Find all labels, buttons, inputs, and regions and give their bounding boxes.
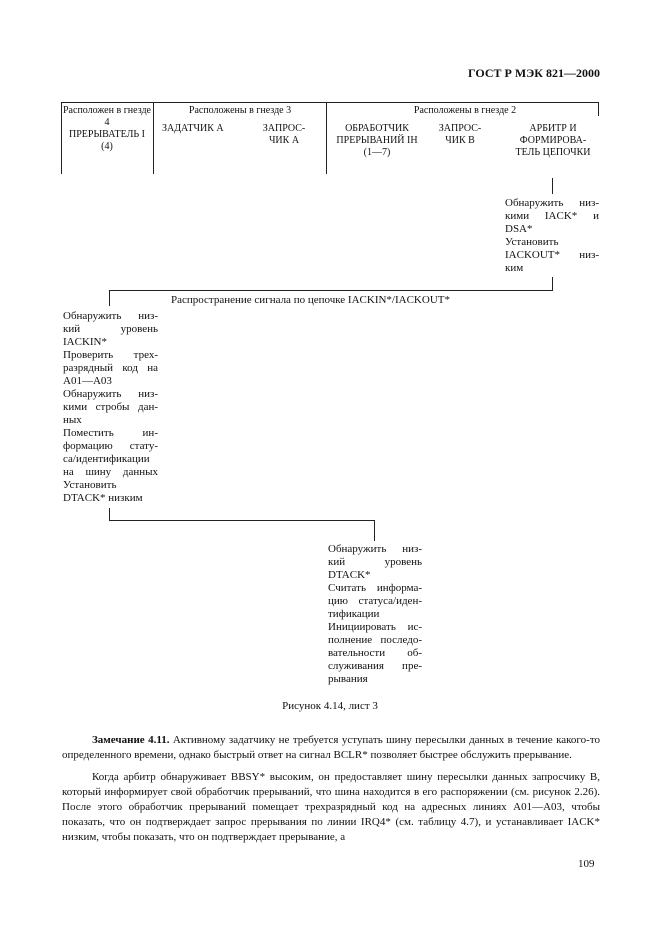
interrupter-action-line: ных — [63, 414, 82, 426]
master-a-label: ЗАДАТЧИК А — [162, 123, 224, 134]
handler-action-line: полнение последо- — [328, 634, 422, 646]
arbiter-action-line: ким — [505, 262, 524, 274]
interrupter-action-line: на шину данных — [63, 466, 158, 478]
arbiter-label: АРБИТР И ФОРМИРОВА-ТЕЛЬ ЦЕПОЧКИ — [515, 123, 591, 158]
interrupter-action-line: DTACK* низким — [63, 492, 143, 504]
interrupter-action-line: кий уровень — [63, 323, 158, 335]
interrupter-action-line: Установить — [63, 479, 117, 491]
interrupter-action-line: Проверить трех- — [63, 349, 158, 361]
table-top-border — [61, 102, 599, 103]
chain-left-drop — [109, 290, 110, 306]
interrupter-action-line: Обнаружить низ- — [63, 388, 158, 400]
col1-header: Расположен в гнезде 4 — [63, 105, 151, 128]
interrupter-actions — [63, 310, 158, 505]
handler-action-line: кий уровень — [328, 556, 422, 568]
page-number: 109 — [578, 858, 595, 870]
handler-action-line: вательности об- — [328, 647, 422, 659]
col2-header: Расположены в гнезде 3 — [188, 105, 292, 116]
handler-action-line: цию статуса/иден- — [328, 595, 422, 607]
interrupter-action-line: са/идентификации — [63, 453, 150, 465]
interrupter-action-line: A01—A03 — [63, 375, 112, 387]
arbiter-timeline — [552, 178, 553, 194]
table-divider-1 — [153, 102, 154, 174]
arbiter-action-line: IACKOUT* низ- — [505, 249, 599, 261]
requester-b-label: ЗАПРОС-ЧИК В — [438, 123, 482, 146]
interrupter-action-line: Обнаружить низ- — [63, 310, 158, 322]
dtack-line — [109, 520, 375, 521]
arbiter-actions — [505, 197, 599, 275]
table-divider-2 — [326, 102, 327, 174]
handler-action-line: служивания пре- — [328, 660, 422, 672]
col3-header: Расположены в гнезде 2 — [413, 105, 517, 116]
interrupter-action-line: Поместить ин- — [63, 427, 158, 439]
chain-line — [109, 290, 553, 291]
interrupter-action-line: кими стробы дан- — [63, 401, 158, 413]
handler-label: ОБРАБОТЧИК ПРЕРЫВАНИЙ IH (1—7) — [336, 123, 418, 158]
figure-caption: Рисунок 4.14, лист 3 — [282, 700, 378, 712]
interrupter-action-line: формацию стату- — [63, 440, 158, 452]
chain-label: Распространение сигнала по цепочке IACKIN*/IACKOUT* — [171, 294, 450, 306]
handler-timeline — [374, 520, 375, 541]
note-paragraph — [62, 733, 600, 763]
handler-action-line: тификации — [328, 608, 380, 620]
interrupter-label: ПРЕРЫВАТЕЛЬ I (4) — [69, 129, 145, 152]
handler-action-line: Инициировать ис- — [328, 621, 422, 633]
arbiter-action-line: кими IACK* и — [505, 210, 599, 222]
chain-right-drop — [552, 277, 553, 291]
interrupter-action-line: IACKIN* — [63, 336, 107, 348]
arbiter-action-line: Обнаружить низ- — [505, 197, 599, 209]
arbiter-action-line: Установить — [505, 236, 559, 248]
interrupter-action-line: разрядный код на — [63, 362, 158, 374]
document-header: ГОСТ Р МЭК 821—2000 — [468, 66, 600, 80]
handler-action-line: рывания — [328, 673, 368, 685]
arbiter-action-line: DSA* — [505, 223, 533, 235]
note-text: Активному задатчику не требуется уступать шину пересылки данных в течение какого-то определенного времени, однако быстрый ответ на сигнал BCLR* позволяет быстрее обслужить прерывание. — [62, 734, 600, 761]
handler-action-line: Обнаружить низ- — [328, 543, 422, 555]
table-right-border — [598, 102, 599, 116]
note-label: Замечание 4.11. — [92, 734, 170, 746]
handler-action-line: DTACK* — [328, 569, 371, 581]
handler-action-line: Считать информа- — [328, 582, 422, 594]
requester-a-label: ЗАПРОС-ЧИК А — [262, 123, 306, 146]
handler-actions — [328, 543, 422, 686]
body-paragraph: Когда арбитр обнаруживает BBSY* высоким, он предоставляет шину пересылки данных запросчику B, который информирует свой обработчик прерываний, что шина находится в его распоряжении (см. рисунок 2.26). После этого обработчик прерываний помещает трехразрядный код на адресных линиях A01—A03, чтобы показать, что он подтверждает запрос прерывания по линии IRQ4* (см. таблицу 4.7), и устанавливает IACK* низким, чтобы показать, что он подтверждает прерывание, а — [62, 771, 600, 843]
